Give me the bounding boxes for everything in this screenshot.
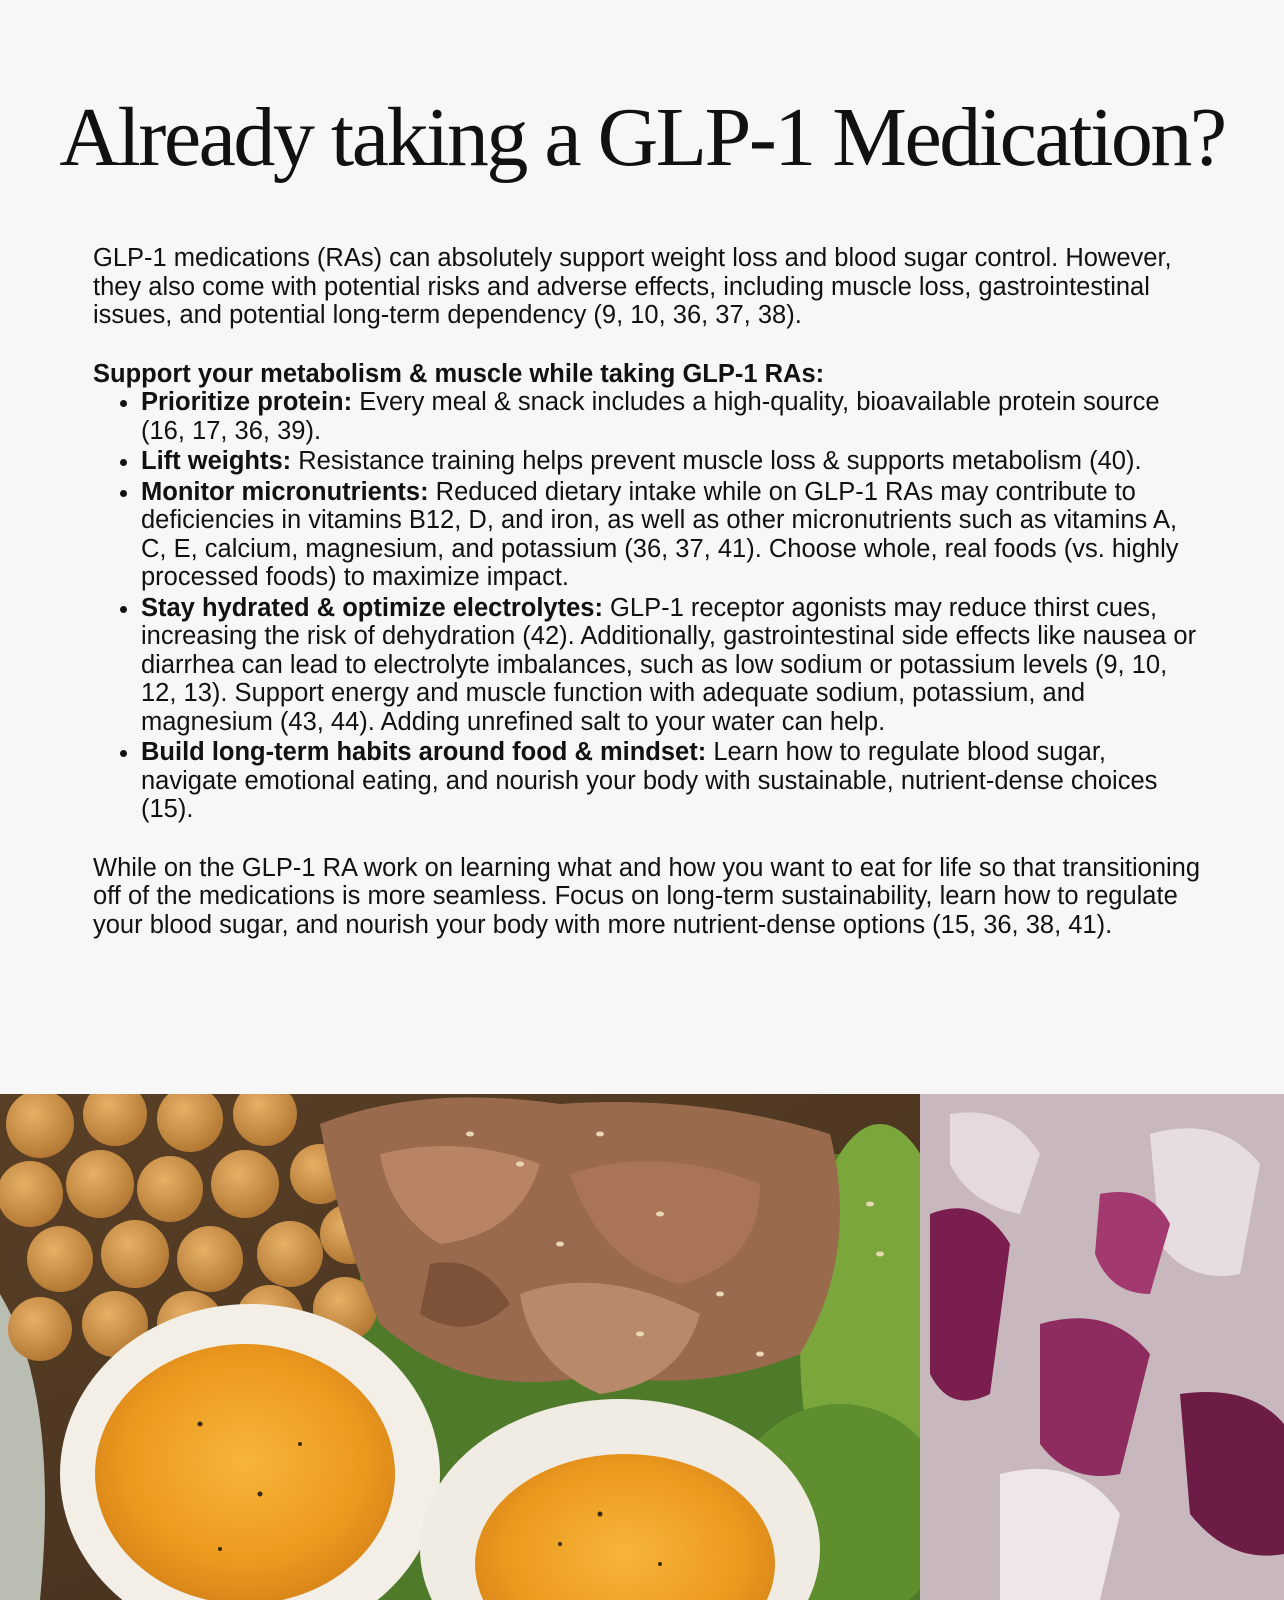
tips-list bbox=[93, 388, 1203, 824]
tip-text: Resistance training helps prevent muscle loss & supports metabolism (40). bbox=[291, 447, 1142, 475]
list-item bbox=[141, 447, 1203, 476]
tip-text: Every meal & snack includes a high-quality, bioavailable protein source (16, 17, 36, 39). bbox=[141, 388, 1160, 445]
tip-heading: Lift weights: bbox=[141, 447, 292, 475]
tip-heading: Prioritize protein: bbox=[141, 388, 353, 416]
intro-paragraph: GLP-1 medications (RAs) can absolutely support weight loss and blood sugar control. However, they also come with potential risks and adverse effects, including muscle loss, gastrointestinal issues, and potential long-term dependency (9, 10, 36, 37, 38). bbox=[93, 244, 1172, 329]
salad-bowl-illustration bbox=[0, 1094, 1284, 1600]
tip-heading: Monitor micronutrients: bbox=[141, 477, 429, 506]
closing-paragraph: While on the GLP-1 RA work on learning what and how you want to eat for life so that transitioning off of the medications is more seamless. Focus on long-term sustainability, learn how to regulate your blood sugar, and nourish your body with more nutrient-dense options (15, 36, 38, 41). bbox=[93, 853, 1201, 939]
list-item bbox=[141, 738, 1203, 824]
food-photo bbox=[0, 1094, 1284, 1600]
support-heading: Support your metabolism & muscle while taking GLP-1 RAs: bbox=[93, 359, 825, 388]
tip-heading: Build long-term habits around food & mindset: bbox=[141, 738, 707, 766]
page-title: Already taking a GLP-1 Medication? bbox=[59, 91, 1225, 184]
red-onion bbox=[920, 1094, 1284, 1600]
tip-text: GLP-1 receptor agonists may reduce thirst cues, increasing the risk of dehydration (42). Additionally, gastrointestinal side effects like nausea or diarrhea can lead to electrolyte imbalances, such as low sodium or potassium levels (9, 10, 12, 13). Support energy and muscle function with adequate sodium, potassium, and magnesium (43, 44). Adding unrefined salt to your water can help. bbox=[141, 593, 1197, 736]
article-body bbox=[93, 244, 1203, 939]
tip-text: Learn how to regulate blood sugar, navigate emotional eating, and nourish your body with sustainable, nutrient-dense choices (15). bbox=[141, 738, 1158, 823]
list-item bbox=[141, 478, 1203, 592]
tip-heading: Stay hydrated & optimize electrolytes: bbox=[141, 593, 603, 622]
list-item bbox=[141, 594, 1203, 737]
list-item bbox=[141, 388, 1203, 445]
tip-text: Reduced dietary intake while on GLP-1 RAs may contribute to deficiencies in vitamins B12, D, and iron, as well as other micronutrients such as vitamins A, C, E, calcium, magnesium, and potassium (36, 37, 41). Choose whole, real foods (vs. highly processed foods) to maximize impact. bbox=[141, 477, 1179, 591]
